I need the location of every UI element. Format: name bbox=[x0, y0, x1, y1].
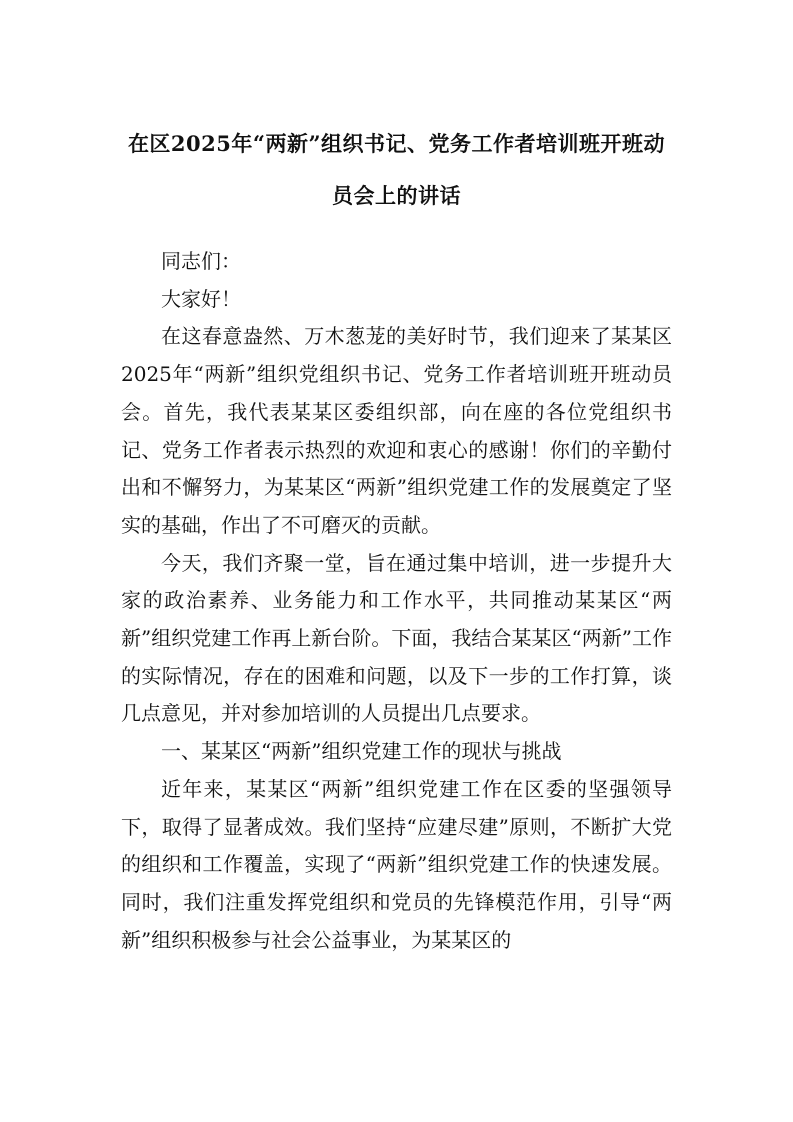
greeting: 大家好！ bbox=[161, 286, 241, 311]
section-heading-1: 一、某某区“两新”组织党建工作的现状与挑战 bbox=[161, 739, 562, 764]
salutation: 同志们： bbox=[161, 249, 241, 273]
paragraph-status: 近年来，某某区“两新”组织党建工作在区委的坚强领导下，取得了显著成效。我们坚持“应建尽建”原则，不断扩大党的组织和工作覆盖，实现了“两新”组织党建工作的快速发展。同时，我们注重发挥党组织和党员的先锋模范作用，引导“两新”组织积极参与社会公益事业，为某某区的 bbox=[121, 776, 672, 952]
document-body bbox=[121, 243, 672, 959]
paragraph-opening: 在这春意盎然、万木葱茏的美好时节，我们迎来了某某区2025年“两新”组织党组织书记、党务工作者培训班开班动员会。首先，我代表某某区委组织部，向在座的各位党组织书记、党务工作者表示热烈的欢迎和衷心的感谢！你们的辛勤付出和不懈努力，为某某区“两新”组织党建工作的发展奠定了坚实的基础，作出了不可磨灭的贡献。 bbox=[121, 324, 672, 537]
paragraph-purpose: 今天，我们齐聚一堂，旨在通过集中培训，进一步提升大家的政治素养、业务能力和工作水平，共同推动某某区“两新”组织党建工作再上新台阶。下面，我结合某某区“两新”工作的实际情况，存在的困难和问题，以及下一步的工作打算，谈几点意见，并对参加培训的人员提出几点要求。 bbox=[121, 550, 672, 726]
document-title-line-1: 在区2025年“两新”组织书记、党务工作者培训班开班动 bbox=[127, 131, 666, 156]
document-title-line-2: 员会上的讲话 bbox=[332, 183, 461, 208]
